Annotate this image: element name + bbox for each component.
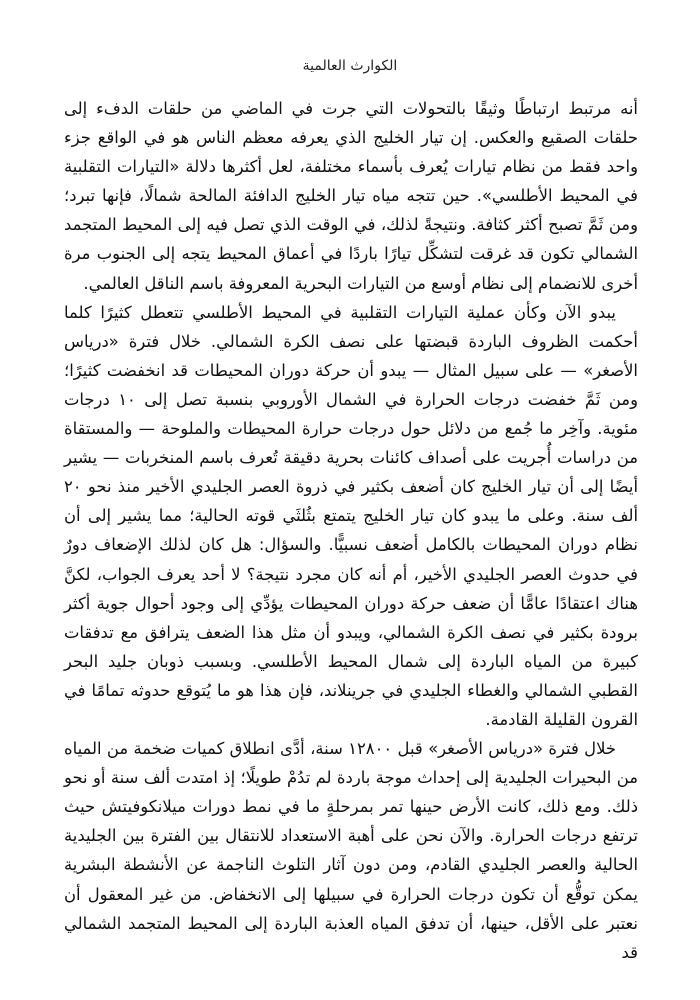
body-text	[64, 94, 638, 967]
paragraph-1: أنه مرتبط ارتباطًا وثيقًا بالتحولات التي جرت في الماضي من حلقات الدفء إلى حلقات الصقيع والعكس. إن تيار الخليج الذي يعرفه معظم الناس هو في الواقع جزء واحد فقط من نظام تيارات يُعرف بأسماء مختلفة، لعل أكثرها دلالة «التيارات التقلبية في المحيط الأطلسي». حين تتجه مياه تيار الخليج الدافئة المالحة شمالًا، فإنها تبرد؛ ومن ثَمَّ تصبح أكثر كثافة. ونتيجةً لذلك، في الوقت الذي تصل فيه إلى المحيط المتجمد الشمالي تكون قد غرقت لتشكِّل تيارًا باردًا في أعماق المحيط يتجه إلى الجنوب مرة أخرى للانضمام إلى نظام أوسع من التيارات البحرية المعروفة باسم الناقل العالمي.	[64, 99, 638, 293]
running-header: الكوارث العالمية	[302, 58, 398, 74]
paragraph-2: يبدو الآن وكأن عملية التيارات التقلبية في المحيط الأطلسي تتعطل كثيرًا كلما أحكمت الظروف الباردة قبضتها على نصف الكرة الشمالي. خلال فترة «درياس الأصغر» — على سبيل المثال — يبدو أن حركة دوران المحيطات قد انخفضت كثيرًا؛ ومن ثَمَّ خفضت درجات الحرارة في الشمال الأوروبي بنسبة تصل إلى ١٠ درجات مئوية. وآخِر ما جُمع من دلائل حول درجات حرارة المحيطات والملوحة — والمستقاة من دراسات أُجريت على أصداف كائنات بحرية دقيقة تُعرف باسم المنخربات — يشير أيضًا إلى أن تيار الخليج كان أضعف بكثير في ذروة العصر الجليدي الأخير منذ نحو ٢٠ ألف سنة. وعلى ما يبدو كان تيار الخليج يتمتع بثُلثَي قوته الحالية؛ مما يشير إلى أن نظام دوران المحيطات بالكامل أضعف نسبيًّا. والسؤال: هل كان لذلك الإضعاف دورٌ في حدوث العصر الجليدي الأخير، أم أنه كان مجرد نتيجة؟ لا أحد يعرف الجواب، لكنَّ هناك اعتقادًا عامًّا أن ضعف حركة دوران المحيطات يؤدِّي إلى وجود أحوال جوية أكثر برودة بكثير في نصف الكرة الشمالي، ويبدو أن مثل هذا الضعف يترافق مع تدفقات كبيرة من المياه الباردة إلى شمال المحيط الأطلسي. وبسبب ذوبان جليد البحر القطبي الشمالي والغطاء الجليدي في جرينلاند، فإن هذا هو ما يُتوقع حدوثه تمامًا في القرون القليلة القادمة.	[64, 302, 638, 729]
paragraph-3: خلال فترة «درياس الأصغر» قبل ١٢٨٠٠ سنة، أدَّى انطلاق كميات ضخمة من المياه من البحيرات الجليدية إلى إحداث موجة باردة لم تدُمْ طويلًا؛ إذ امتدت ألف سنة أو نحو ذلك. ومع ذلك، كانت الأرض حينها تمر بمرحلةٍ ما في نمط دورات ميلانكوفيتش حيث ترتفع درجات الحرارة. والآن نحن على أهبة الاستعداد للانتقال بين الفترة بين الجليدية الحالية والعصر الجليدي القادم، ومن دون آثار التلوث الناجمة عن الأنشطة البشرية يمكن توقُّع أن تكون درجات الحرارة في سبيلها إلى الانخفاض. من غير المعقول أن نعتبر على الأقل، حينها، أن تدفق المياه العذبة الباردة إلى المحيط المتجمد الشمالي قد	[64, 739, 638, 962]
